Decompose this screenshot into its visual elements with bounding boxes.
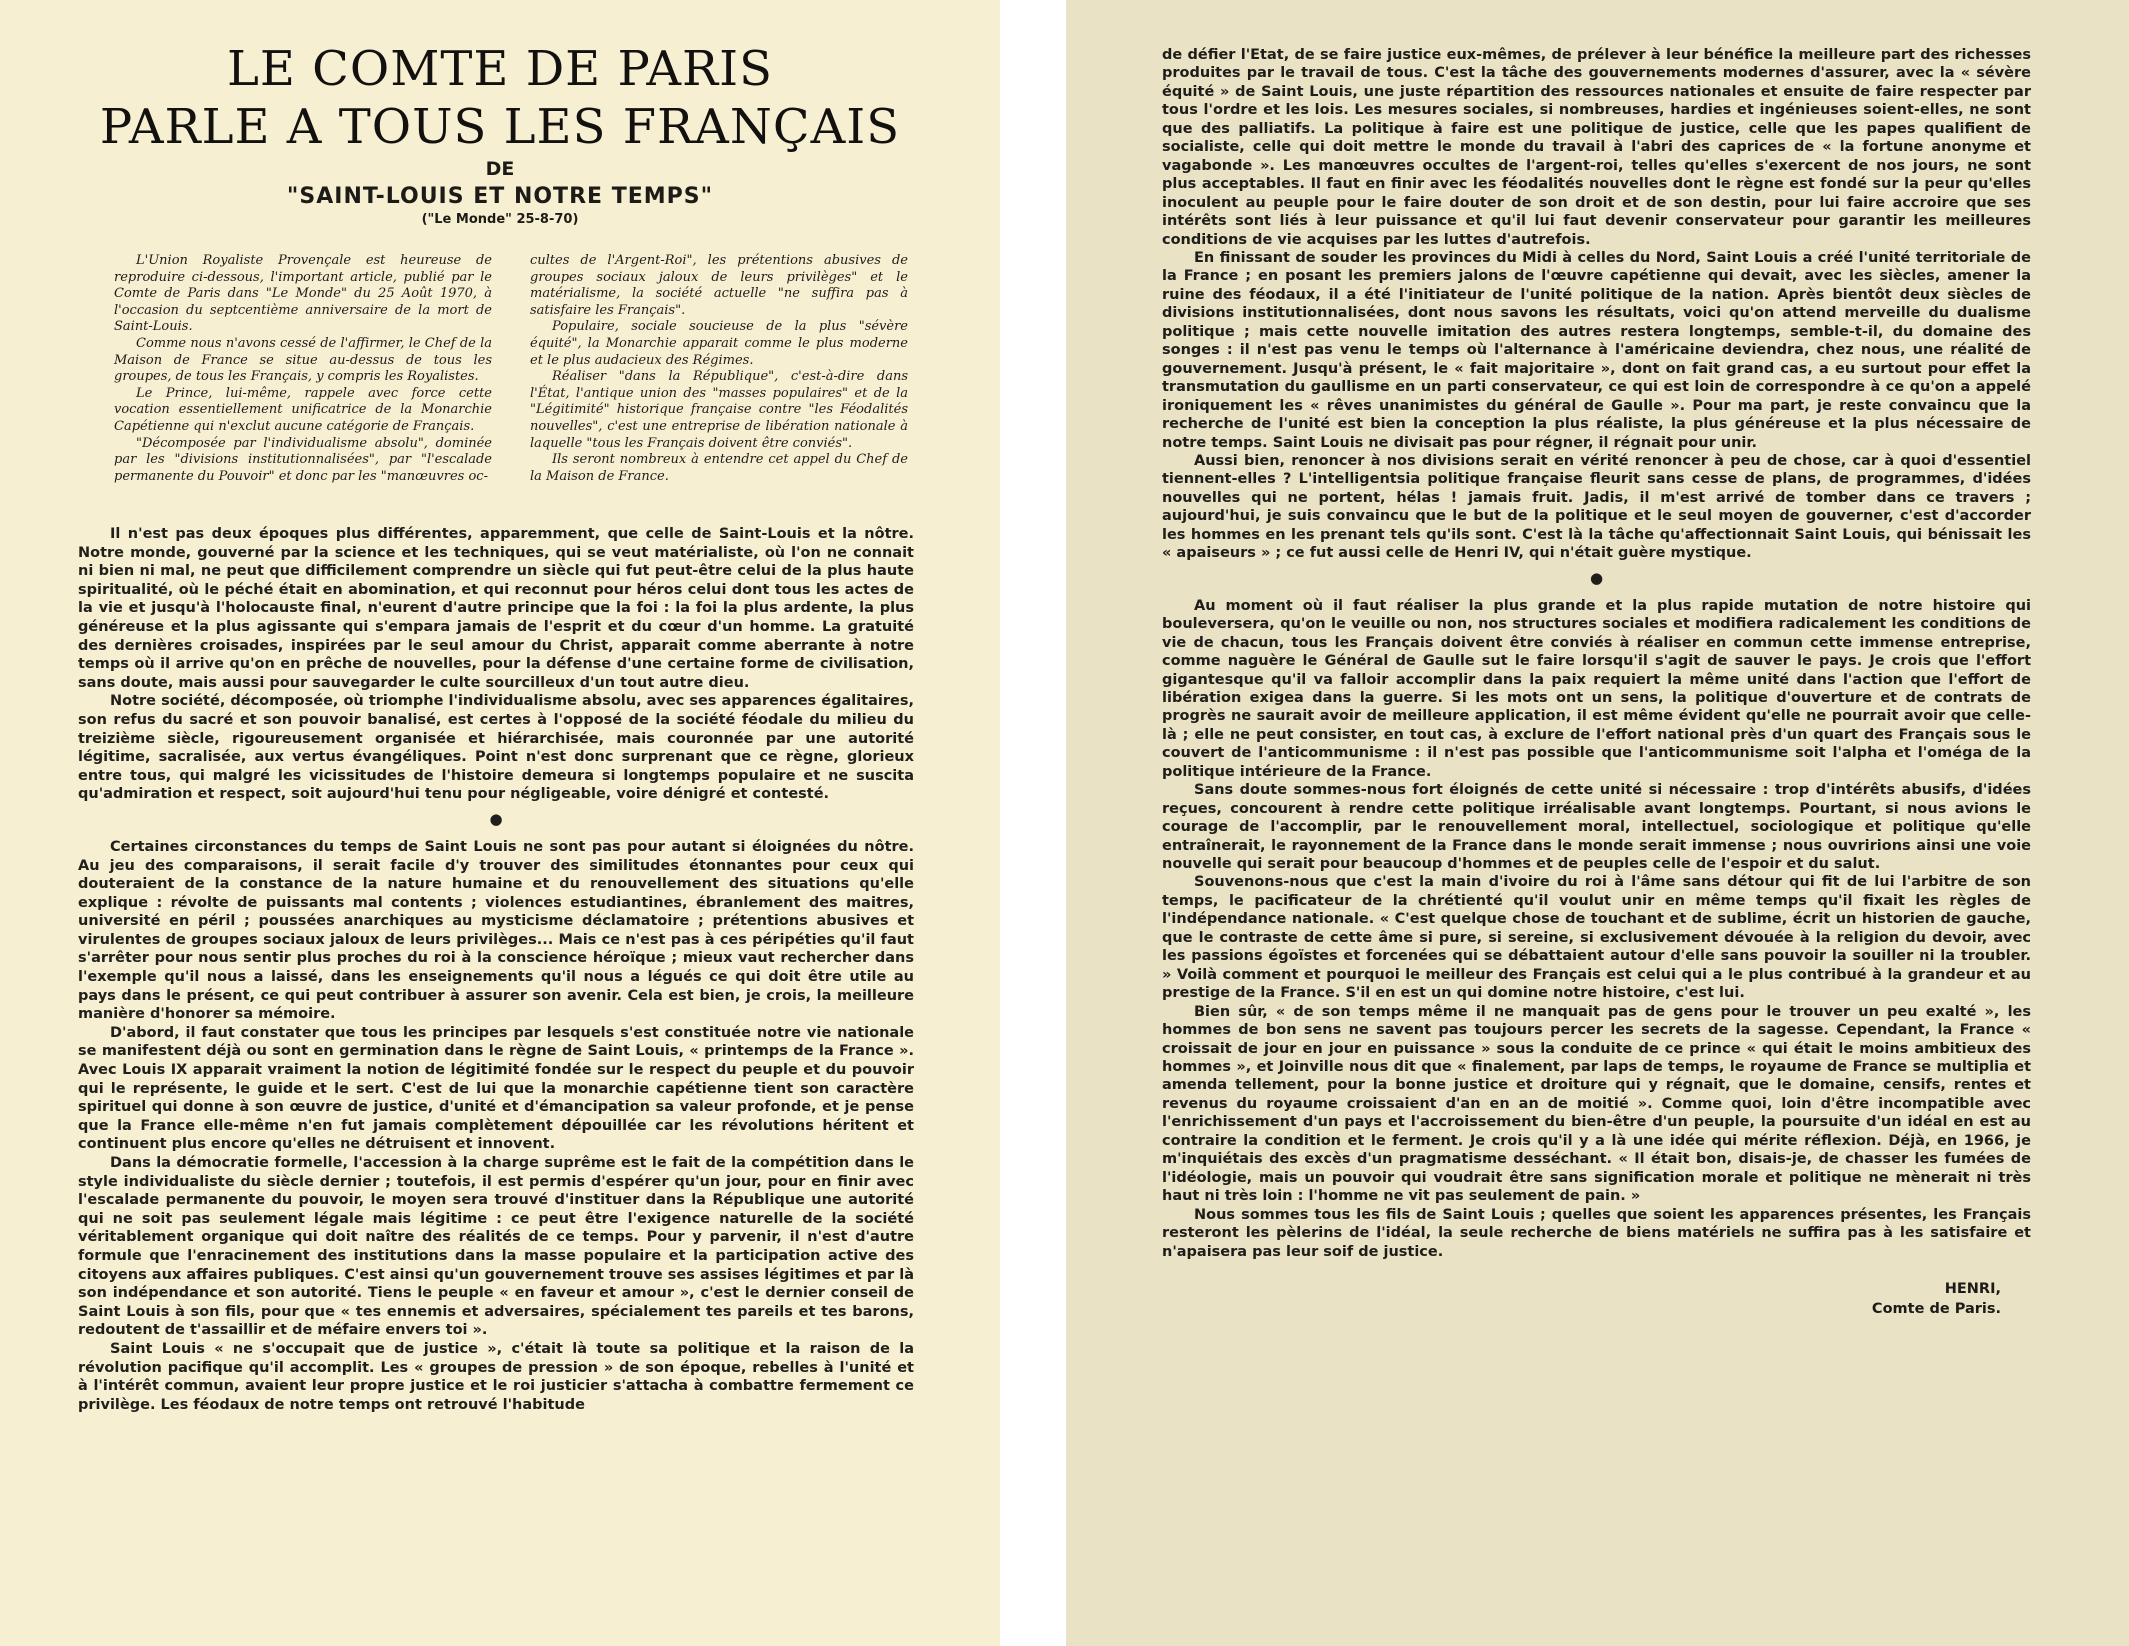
- intro-paragraph: Populaire, sociale soucieuse de la plus "sévère équité", la Monarchie apparait comme le plus moderne et le plus audacieux des Régimes.: [530, 319, 908, 368]
- right-article-body: [1162, 46, 2031, 1261]
- section-bullet: ●: [1589, 568, 1604, 587]
- title-line-1: LE COMTE DE PARIS: [226, 41, 774, 97]
- intro-paragraph: cultes de l'Argent-Roi", les prétentions abusives de groupes sociaux jaloux de leurs privilèges" et le matérialisme, la société actuelle "ne suffira pas à satisfaire les Français".: [530, 253, 908, 318]
- intro-paragraph: Le Prince, lui-même, rappele avec force cette vocation essentiellement unificatrice de la Monarchie Capétienne qui n'exclut aucune catégorie de Français.: [114, 385, 492, 434]
- body-paragraph: Aussi bien, renoncer à nos divisions serait en vérité renoncer à peu de chose, car à quoi d'essentiel tiennent-elles ? L'intelligentsia politique française fleurit sans cesse de plans, de programmes, d'idées nouvelles qui ne portent, hélas ! jamais fruit. Jadis, il m'est arrivé de tomber dans ce travers ; aujourd'hui, je suis convaincu que le but de la politique et le seul moyen de gouverner, c'est d'accorder les hommes en les prenant tels qu'ils sont. C'est là la tâche qu'affectionnait Saint Louis, qui bénissait les « apaiseurs » ; ce fut aussi celle de Henri IV, qui n'était guère mystique.: [1162, 452, 2031, 562]
- body-paragraph: Sans doute sommes-nous fort éloignés de cette unité si nécessaire : trop d'intérêts abusifs, d'idées reçues, concourent à rendre cette politique irréalisable avant longtemps. Pourtant, si nous avions le courage de l'accomplir, par le renouvellement moral, intellectuel, sociologique et politique qu'elle entraînerait, le rayonnement de la France dans le monde serait immense ; nous ouvririons ainsi une voie nouvelle qui serait pour beaucoup d'hommes et de peuples celle de l'espoir et du salut.: [1162, 782, 2031, 873]
- body-paragraph: Saint Louis « ne s'occupait que de justice », c'était là toute sa politique et la raison de la révolution pacifique qu'il accomplit. Les « groupes de pression » de son époque, rebelles à l'unité et à l'intérêt commun, avaient leur propre justice et le roi justicier s'attacha à combattre fermement ce privilège. Les féodaux de notre temps ont retrouvé l'habitude: [78, 1340, 914, 1413]
- intro-box: [66, 253, 934, 513]
- body-paragraph: Il n'est pas deux époques plus différentes, apparemment, que celle de Saint-Louis et la nôtre. Notre monde, gouverné par la science et les techniques, qui se veut matérialiste, où l'on ne connait ni bien ni mal, ne peut que difficilement comprendre un siècle qui fut peut-être celui de la plus haute spiritualité, où le péché était en abomination, et qui reconnut pour héros celui dont tous les actes de la vie et jusqu'à l'holocauste final, n'eurent d'autre principe que la foi : la foi la plus ardente, la plus généreuse et la plus agissante qui s'empara jamais de l'esprit et du cœur d'un homme. La gratuité des dernières croisades, inspirées par le seul amour du Christ, apparait comme aberrante à notre temps où il arrive qu'on en prêche de nouvelles, pour la défense d'une certaine forme de civilisation, sans doute, mais aussi pour sauvegarder le culte sourcilleux d'un tout autre dieu.: [78, 526, 914, 691]
- article-subtitle: "SAINT-LOUIS ET NOTRE TEMPS": [286, 184, 714, 209]
- intro-paragraph: L'Union Royaliste Provençale est heureuse de reproduire ci-dessous, l'important article, publié par le Comte de Paris dans "Le Monde" du 25 Août 1970, à l'occasion du septcentième anniversaire de la mort de Saint-Louis.: [114, 253, 492, 335]
- left-article-body: [66, 525, 934, 1414]
- intro-column-2: [530, 253, 908, 513]
- body-paragraph: Certaines circonstances du temps de Saint Louis ne sont pas pour autant si éloignées du nôtre. Au jeu des comparaisons, il serait facile d'y trouver des similitudes étonnantes pour ceux qui douteraient de la constance de la nature humaine et du renouvellement des situations qu'elle explique : révolte de puissants mal contents ; violences estudiantines, ébranlement des maitres, université en péril ; poussées anarchiques au mysticisme déclamatoire ; prétentions abusives et virulentes de groupes sociaux jaloux de leurs privilèges... Mais ce n'est pas à ces péripéties qu'il faut s'arrêter pour nous sentir plus proches du roi à la conscience héroïque ; mieux vaut rechercher dans l'exemple qu'il nous a laissé, dans les enseignements qu'il nous a légués ce qui doit être utile au pays dans le présent, ce qui peut contribuer à assurer son avenir. Cela est bien, je crois, la meilleure manière d'honorer sa mémoire.: [78, 838, 914, 1023]
- section-bullet: ●: [489, 809, 503, 828]
- title-connector: DE: [485, 158, 515, 180]
- intro-paragraph: "Décomposée par l'individualisme absolu", dominée par les "divisions institutionnalisées", par "l'escalade permanente du Pouvoir" et donc par les "manœuvres oc-: [114, 435, 492, 484]
- body-paragraph: Nous sommes tous les fils de Saint Louis ; quelles que soient les apparences présentes, les Français resteront les pèlerins de l'idéal, la seule recherche de biens matériels ne suffira pas à les satisfaire et n'apaisera pas leur soif de justice.: [1162, 1206, 2031, 1260]
- intro-column-1: [114, 253, 492, 513]
- intro-paragraph: Ils seront nombreux à entendre cet appel du Chef de la Maison de France.: [530, 452, 908, 484]
- signature-name: HENRI,: [1944, 1281, 2001, 1297]
- left-page: [0, 0, 1000, 1646]
- body-paragraph: Dans la démocratie formelle, l'accession à la charge suprême est le fait de la compétition dans le style individualiste du siècle dernier ; toutefois, il est permis d'espérer qu'un jour, pour en finir avec l'escalade permanente du pouvoir, le moyen sera trouvé d'instituer dans la République une autorité qui ne soit pas seulement légale mais légitime : ce peut être l'exigence naturelle de la société véritablement organique qui doit naître des réalités de ce temps. Pour y parvenir, il n'est d'autre formule que l'enracinement des institutions dans la masse populaire et la participation active des citoyens aux affaires publiques. C'est ainsi qu'un gouvernement trouve ses assises légitimes et par là son indépendance et son autorité. Tiens le peuple « en faveur et amour », c'est le dernier conseil de Saint Louis à son fils, pour que « tes ennemis et adversaires, spécialement tes pareils et tes barons, redoutent de t'assaillir et de méfaire envers toi ».: [78, 1155, 914, 1339]
- body-paragraph: Au moment où il faut réaliser la plus grande et la plus rapide mutation de notre histoire qui bouleversera, qu'on le veuille ou non, nos structures sociales et modifiera radicalement les conditions de vie de chacun, tous les Français doivent être conviés à réaliser en commun cette immense entreprise, comme naguère le Général de Gaulle sut le faire lorsqu'il s'agit de sauver le pays. Je crois que l'effort gigantesque qu'il va falloir accomplir dans la paix requiert la même unité dans l'action que l'effort de libération exigea dans la guerre. Si les mots ont un sens, la politique d'ouverture et de contrats de progrès ne saurait avoir de meilleure application, il est même évident qu'elle ne pourrait avoir que celle-là ; elle ne peut consister, en tout cas, à exclure de l'effort national près d'un quart des Français sous le couvert de l'anticommunisme : il n'est pas possible que l'anticommunisme soit l'alpha et l'oméga de la politique intérieure de la France.: [1162, 597, 2031, 780]
- body-paragraph: En finissant de souder les provinces du Midi à celles du Nord, Saint Louis a créé l'unité territoriale de la France ; en posant les premiers jalons de l'œuvre capétienne qui devait, avec les siècles, amener la ruine des féodaux, il a été l'initiateur de l'unité politique de la nation. Après bientôt deux siècles de divisions institutionnalisées, dont nous savons les résultats, voici qu'on attend merveille du dualisme politique ; mais cette nouvelle imitation des autres restera longtemps, semble-t-il, du domaine des songes : il n'est pas venu le temps où l'alternance à l'américaine deviendra, chez nous, une réalité de gouvernement. Jusqu'à présent, le « fait majoritaire », dont on fait grand cas, a eu surtout pour effet la transmutation du gaullisme en un parti conservateur, ce qui est loin de correspondre à ce qu'on a appelé ironiquement les « rêves unanimistes du général de Gaulle ». Pour ma part, je reste convaincu que la recherche de l'unité est bien la conception la plus réaliste, la plus généreuse et la plus nécessaire de notre temps. Saint Louis ne divisait pas pour régner, il régnait pour unir.: [1162, 249, 2031, 451]
- article-source: ("Le Monde" 25-8-70): [421, 212, 579, 227]
- signature: [1162, 1279, 2001, 1319]
- signature-role: Comte de Paris.: [1871, 1301, 2001, 1317]
- body-paragraph: de défier l'Etat, de se faire justice eux-mêmes, de prélever à leur bénéfice la meilleure part des richesses produites par le travail de tous. C'est la tâche des gouvernements modernes d'assurer, avec la « sévère équité » de Saint Louis, une juste répartition des ressources nationales et ensuite de faire respecter par tous l'ordre et les lois. Les mesures sociales, si nombreuses, hardies et ingénieuses soient-elles, ne sont que des palliatifs. La politique à faire est une politique de justice, celle que les papes qualifient de socialiste, celle qui doit mettre le monde du travail à l'abri des caprices de « la fortune anonyme et vagabonde ». Les manœuvres occultes de l'argent-roi, telles qu'elles s'exercent de nos jours, ne sont plus acceptables. Il faut en finir avec les féodalités nouvelles dont le règne est fondé sur la peur qu'elles inoculent au peuple pour le faire douter de son droit et de son destin, pour lui faire accroire que ses intérêts sont liés à leur puissance et qu'il lui faut devenir conservateur pour garantir les meilleures conditions de vie acquises par les luttes d'autrefois.: [1162, 47, 2031, 248]
- body-paragraph: Souvenons-nous que c'est la main d'ivoire du roi à l'âme sans détour qui fit de lui l'arbitre de son temps, le pacificateur de la chrétienté qu'il voulut unir en même temps qu'il fixait les règles de l'indépendance nationale. « C'est quelque chose de touchant et de sublime, écrit un historien de gauche, que le contraste de cette âme si pure, si sereine, si exclusivement dévouée à la religion du devoir, avec les passions égoïstes et forcenées qui se débattaient autour d'elle sans pouvoir la souiller ni la troubler. » Voilà comment et pourquoi le meilleur des Français est celui qui a le plus contribué à la grandeur et au prestige de la France. S'il en est un qui domine notre histoire, c'est lui.: [1162, 874, 2031, 1002]
- intro-paragraph: Réaliser "dans la République", c'est-à-dire dans l'État, l'antique union des "masses populaires" et de la "Légitimité" historique française contre "les Féodalités nouvelles", c'est une entreprise de libération nationale à laquelle "tous les Français doivent être conviés".: [530, 369, 908, 451]
- body-paragraph: D'abord, il faut constater que tous les principes par lesquels s'est constituée notre vie nationale se manifestent déjà ou sont en germination dans le règne de Saint Louis, « printemps de la France ». Avec Louis IX apparait vraiment la notion de légitimité fondée sur le respect du peuple et du pouvoir qui le représente, le guide et le sert. C'est de lui que la monarchie capétienne tient son caractère spirituel qui donne à son œuvre de justice, d'unité et d'émancipation sa valeur profonde, et je pense que la France elle-même n'en fut jamais complètement dépouillée car les révolutions héritent et continuent plus encore qu'elles ne détruisent et innovent.: [78, 1024, 914, 1153]
- intro-paragraph: Comme nous n'avons cessé de l'affirmer, le Chef de la Maison de France se situe au-dessus de tous les groupes, de tous les Français, y compris les Royalistes.: [114, 335, 492, 385]
- body-paragraph: Notre société, décomposée, où triomphe l'individualisme absolu, avec ses apparences égalitaires, son refus du sacré et son pouvoir banalisé, est certes à l'opposé de la société féodale du milieu du treizième siècle, rigoureusement organisée et hiérarchisée, mais couronnée par une autorité légitime, sacralisée, aux vertus évangéliques. Point n'est donc surprenant que ce règne, glorieux entre tous, qui malgré les vicissitudes de l'histoire demeura si longtemps populaire et ne suscita qu'admiration et respect, soit aujourd'hui tenu pour négligeable, voire dénigré et contesté.: [78, 693, 914, 803]
- title-line-2: PARLE A TOUS LES FRANÇAIS: [99, 99, 901, 155]
- article-title: [66, 40, 934, 156]
- right-page: [1066, 0, 2129, 1646]
- body-paragraph: Bien sûr, « de son temps même il ne manquait pas de gens pour le trouver un peu exalté », les hommes de bon sens ne savent pas toujours percer les secrets de la sagesse. Cependant, la France « croissait de jour en jour en puissance » sous la conduite de ce prince « qui était le moins ambitieux des hommes », et Joinville nous dit que « finalement, par laps de temps, le royaume de France se multiplia et amenda tellement, pour la bonne justice et droiture qui y régnait, que le domaine, censifs, rentes et revenus du royaume croissaient d'an en an de moitié ». Comme quoi, loin d'être incompatible avec l'enrichissement d'un pays et l'accroissement du bien-être d'un peuple, la poursuite d'un idéal en est au contraire la condition et le ferment. Je crois qu'il y a là une idée qui mérite réflexion. Déjà, en 1966, je m'inquiétais des excès d'un pragmatisme desséchant. « Il était bon, disais-je, de chasser les fumées de l'idéologie, mais un pouvoir qui voudrait être sans signification morale et politique ne mènerait ni très haut ni très loin : l'homme ne vit pas seulement de pain. »: [1162, 1003, 2031, 1205]
